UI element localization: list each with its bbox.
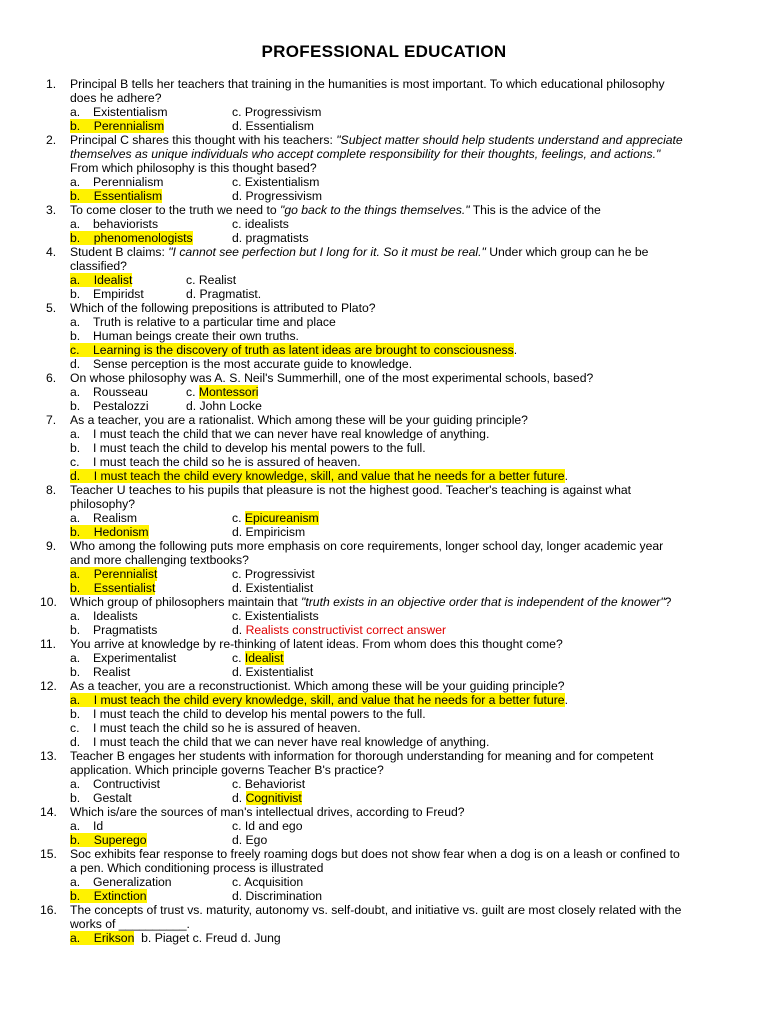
option-letter: c. (70, 343, 80, 357)
question-number: 5. (46, 301, 57, 315)
option-text: d. Pragmatist. (186, 287, 262, 301)
option-text: d. pragmatists (232, 231, 309, 245)
option-letter: a. (70, 609, 81, 623)
question-number: 3. (46, 203, 57, 217)
highlighted-answer (70, 889, 147, 903)
question-text-part: This is the advice of the (469, 203, 601, 217)
question-number: 7. (46, 413, 57, 427)
option-text: c. Progressivist (232, 567, 315, 581)
highlighted-answer (70, 931, 134, 945)
highlighted-answer (70, 231, 193, 245)
option-text: I must teach the child that we can never have real knowledge of anything. (93, 427, 490, 441)
question-text: You arrive at knowledge by re-thinking of latent ideas. From whom does this thought come? (70, 637, 563, 651)
question-text: application. Which principle governs Teacher B's practice? (70, 763, 384, 777)
highlighted-answer (70, 581, 155, 595)
option-text: I must teach the child every knowledge, skill, and value that he needs for a better future (93, 469, 565, 483)
option-letter: a. (70, 567, 81, 581)
highlighted-answer (70, 567, 157, 581)
question-text: Teacher U teaches to his pupils that pleasure is not the highest good. Teacher's teaching is against what (70, 483, 632, 497)
option-text: Gestalt (93, 791, 132, 805)
question-number: 10. (40, 595, 57, 609)
option-text: d. Progressivism (232, 189, 323, 203)
question-text: works of __________. (70, 917, 190, 931)
question-number: 1. (46, 77, 57, 91)
option-text: Hedonism (93, 525, 149, 539)
option-letter: c. (232, 651, 242, 665)
option-text: I must teach the child every knowledge, skill, and value that he needs for a better future (93, 693, 565, 707)
highlighted-answer: Idealist (244, 651, 284, 665)
option-letter: b. (70, 441, 81, 455)
question-text: does he adhere? (70, 91, 162, 105)
option-letter: a. (70, 651, 81, 665)
option-text: c. Existentialism (232, 175, 320, 189)
question-number: 16. (40, 903, 57, 917)
question-number: 12. (40, 679, 57, 693)
option-text: d. Empiricism (232, 525, 306, 539)
option-with-answer (232, 791, 302, 805)
option-letter: a. (70, 819, 81, 833)
option-letter: b. (70, 329, 81, 343)
question-text: From which philosophy is this thought based? (70, 161, 317, 175)
option-text: d. Existentialist (232, 581, 314, 595)
highlighted-answer: a. I must teach the child every knowledge, skill, and value that he needs for a better future. (70, 693, 568, 707)
option-letter: a. (70, 385, 81, 399)
question-number: 11. (40, 637, 57, 651)
option-with-answer (232, 651, 284, 665)
question-text-part: Principal C shares this thought with his teachers: (70, 133, 337, 147)
option-letter: b. (70, 665, 81, 679)
option-letter: a. (70, 217, 81, 231)
option-text: Erikson (93, 931, 135, 945)
option-with-answer (232, 623, 446, 637)
option-text: Generalization (93, 875, 172, 889)
question-text-part: Student B claims: (70, 245, 169, 259)
highlighted-answer: Epicureanism (244, 511, 319, 525)
question-text: Soc exhibits fear response to freely roaming dogs but does not show fear when a dog is on a leash or confined to (70, 847, 680, 861)
option-row (70, 931, 281, 945)
highlighted-answer (70, 833, 147, 847)
option-text: I must teach the child so he is assured of heaven. (93, 721, 361, 735)
question-text (70, 245, 648, 259)
option-letter: d. (232, 791, 243, 805)
question-quote: "go back to the things themselves." (280, 203, 470, 217)
option-letter: d. (70, 469, 81, 483)
question-text (70, 133, 683, 147)
option-letter: c. (232, 511, 242, 525)
option-text: Learning is the discovery of truth as latent ideas are brought to consciousness (93, 343, 514, 357)
option-text: Perennialism (93, 119, 165, 133)
question-text: Which of the following prepositions is attributed to Plato? (70, 301, 376, 315)
question-number: 2. (46, 133, 57, 147)
option-text: I must teach the child so he is assured of heaven. (93, 455, 361, 469)
option-letter: a. (70, 427, 81, 441)
option-letter: b. (70, 119, 81, 133)
option-text: b. Piaget c. Freud d. Jung (141, 931, 281, 945)
option-text: Experimentalist (93, 651, 177, 665)
option-text: d. Existentialist (232, 665, 314, 679)
option-letter: a. (70, 777, 81, 791)
option-letter: d. (70, 735, 81, 749)
option-letter: b. (70, 399, 81, 413)
question-text: On whose philosophy was A. S. Neil's Summerhill, one of the most experimental schools, based? (70, 371, 594, 385)
option-text: Perennialism (93, 175, 164, 189)
highlighted-answer: c. Learning is the discovery of truth as latent ideas are brought to consciousness. (70, 343, 518, 357)
question-number: 8. (46, 483, 57, 497)
question-text: a pen. Which conditioning process is illustrated (70, 861, 324, 875)
option-text: Rousseau (93, 385, 148, 399)
option-text: Human beings create their own truths. (93, 329, 299, 343)
option-letter: b. (70, 623, 81, 637)
highlighted-answer (70, 273, 132, 287)
option-letter: b. (70, 189, 81, 203)
option-text: c. Behaviorist (232, 777, 306, 791)
option-letter: b. (70, 287, 81, 301)
option-letter: d. (232, 623, 243, 637)
option-letter: b. (70, 833, 81, 847)
question-text: As a teacher, you are a rationalist. Which among these will be your guiding principle? (70, 413, 528, 427)
question-quote: "I cannot see perfection but I long for it. So it must be real." (168, 245, 486, 259)
option-text: phenomenologists (93, 231, 193, 245)
highlighted-answer (70, 525, 149, 539)
option-text: Superego (93, 833, 147, 847)
highlighted-answer (70, 189, 162, 203)
option-letter: a. (70, 105, 81, 119)
question-text: Who among the following puts more emphasis on core requirements, longer school day, longer academic year (70, 539, 664, 553)
option-text: c. Id and ego (232, 819, 303, 833)
option-text: d. Ego (232, 833, 268, 847)
corrected-answer: Realists constructivist correct answer (245, 623, 447, 637)
option-text: I must teach the child that we can never have real knowledge of anything. (93, 735, 490, 749)
option-letter: b. (70, 525, 81, 539)
option-text: Perennialist (93, 567, 158, 581)
option-letter: a. (70, 273, 81, 287)
highlighted-answer: Cognitivist (245, 791, 302, 805)
option-text: Realism (93, 511, 138, 525)
question-text: Teacher B engages her students with information for thorough understanding for meaning and for competent (70, 749, 654, 763)
option-letter: c. (70, 455, 80, 469)
option-text: Existentialism (93, 105, 168, 119)
question-text (70, 203, 601, 217)
question-text (70, 595, 671, 609)
option-text: c. Acquisition (232, 875, 304, 889)
option-letter: d. (70, 357, 81, 371)
option-text: Sense perception is the most accurate guide to knowledge. (93, 357, 413, 371)
highlighted-answer: d. I must teach the child every knowledge, skill, and value that he needs for a better future. (70, 469, 568, 483)
option-text: c. Realist (186, 273, 237, 287)
option-text: d. Essentialism (232, 119, 314, 133)
highlighted-answer: Montessori (198, 385, 259, 399)
option-text: Essentialism (93, 189, 163, 203)
option-text: Id (93, 819, 104, 833)
page-title: PROFESSIONAL EDUCATION (261, 42, 507, 61)
option-letter: a. (70, 315, 81, 329)
question-number: 9. (46, 539, 57, 553)
question-number: 4. (46, 245, 57, 259)
question-quote: "Subject matter should help students understand and appreciate (336, 133, 683, 147)
question-text: philosophy? (70, 497, 136, 511)
option-letter: b. (70, 231, 81, 245)
question-text-part: To come closer to the truth we need to (70, 203, 281, 217)
option-text: c. Progressivism (232, 105, 322, 119)
option-letter: b. (70, 581, 81, 595)
option-letter: a. (70, 931, 81, 945)
question-number: 13. (40, 749, 57, 763)
option-text: Contructivist (93, 777, 161, 791)
option-letter: b. (70, 707, 81, 721)
option-letter: c. (186, 385, 196, 399)
option-text: c. Existentialists (232, 609, 319, 623)
option-text: d. Discrimination (232, 889, 323, 903)
option-text: I must teach the child to develop his mental powers to the full. (93, 441, 426, 455)
question-number: 15. (40, 847, 57, 861)
option-text: Idealists (93, 609, 138, 623)
question-text: and more challenging textbooks? (70, 553, 249, 567)
question-number: 14. (40, 805, 57, 819)
question-text: Principal B tells her teachers that training in the humanities is most important. To which educational philosophy (70, 77, 665, 91)
highlighted-answer (70, 119, 168, 133)
option-with-answer (232, 511, 319, 525)
option-text: behaviorists (93, 217, 159, 231)
question-text: classified? (70, 259, 127, 273)
question-text: The concepts of trust vs. maturity, autonomy vs. self-doubt, and initiative vs. guilt are most closely related with the (70, 903, 682, 917)
question-number: 6. (46, 371, 57, 385)
option-text: c. idealists (232, 217, 289, 231)
question-text: Which is/are the sources of man's intellectual drives, according to Freud? (70, 805, 465, 819)
option-letter: a. (70, 693, 81, 707)
option-text: Empiridst (93, 287, 144, 301)
option-text: Essentialist (93, 581, 156, 595)
option-text: Truth is relative to a particular time and place (93, 315, 336, 329)
question-quote (70, 147, 660, 161)
question-quote: "truth exists in an objective order that is independent of the knower" (301, 595, 665, 609)
option-letter: b. (70, 791, 81, 805)
option-letter: b. (70, 889, 81, 903)
option-letter: a. (70, 875, 81, 889)
question-text-part: Under which group can he be (485, 245, 649, 259)
option-with-answer (186, 385, 258, 399)
option-text: I must teach the child to develop his mental powers to the full. (93, 707, 426, 721)
option-text: Pragmatists (93, 623, 158, 637)
option-text: Extinction (93, 889, 147, 903)
question-quote-text: themselves as unique individuals who accept complete responsibility for their thoughts, feelings, and actions." (70, 147, 661, 161)
question-text-part: Which group of philosophers maintain that (70, 595, 302, 609)
option-text: Idealist (93, 273, 133, 287)
option-text: d. John Locke (186, 399, 262, 413)
option-letter: a. (70, 511, 81, 525)
option-letter: a. (70, 175, 81, 189)
option-text: Pestalozzi (93, 399, 149, 413)
option-text: Realist (93, 665, 131, 679)
question-text-part: ? (664, 595, 672, 609)
question-text: As a teacher, you are a reconstructionist. Which among these will be your guiding principle? (70, 679, 565, 693)
option-letter: c. (70, 721, 80, 735)
